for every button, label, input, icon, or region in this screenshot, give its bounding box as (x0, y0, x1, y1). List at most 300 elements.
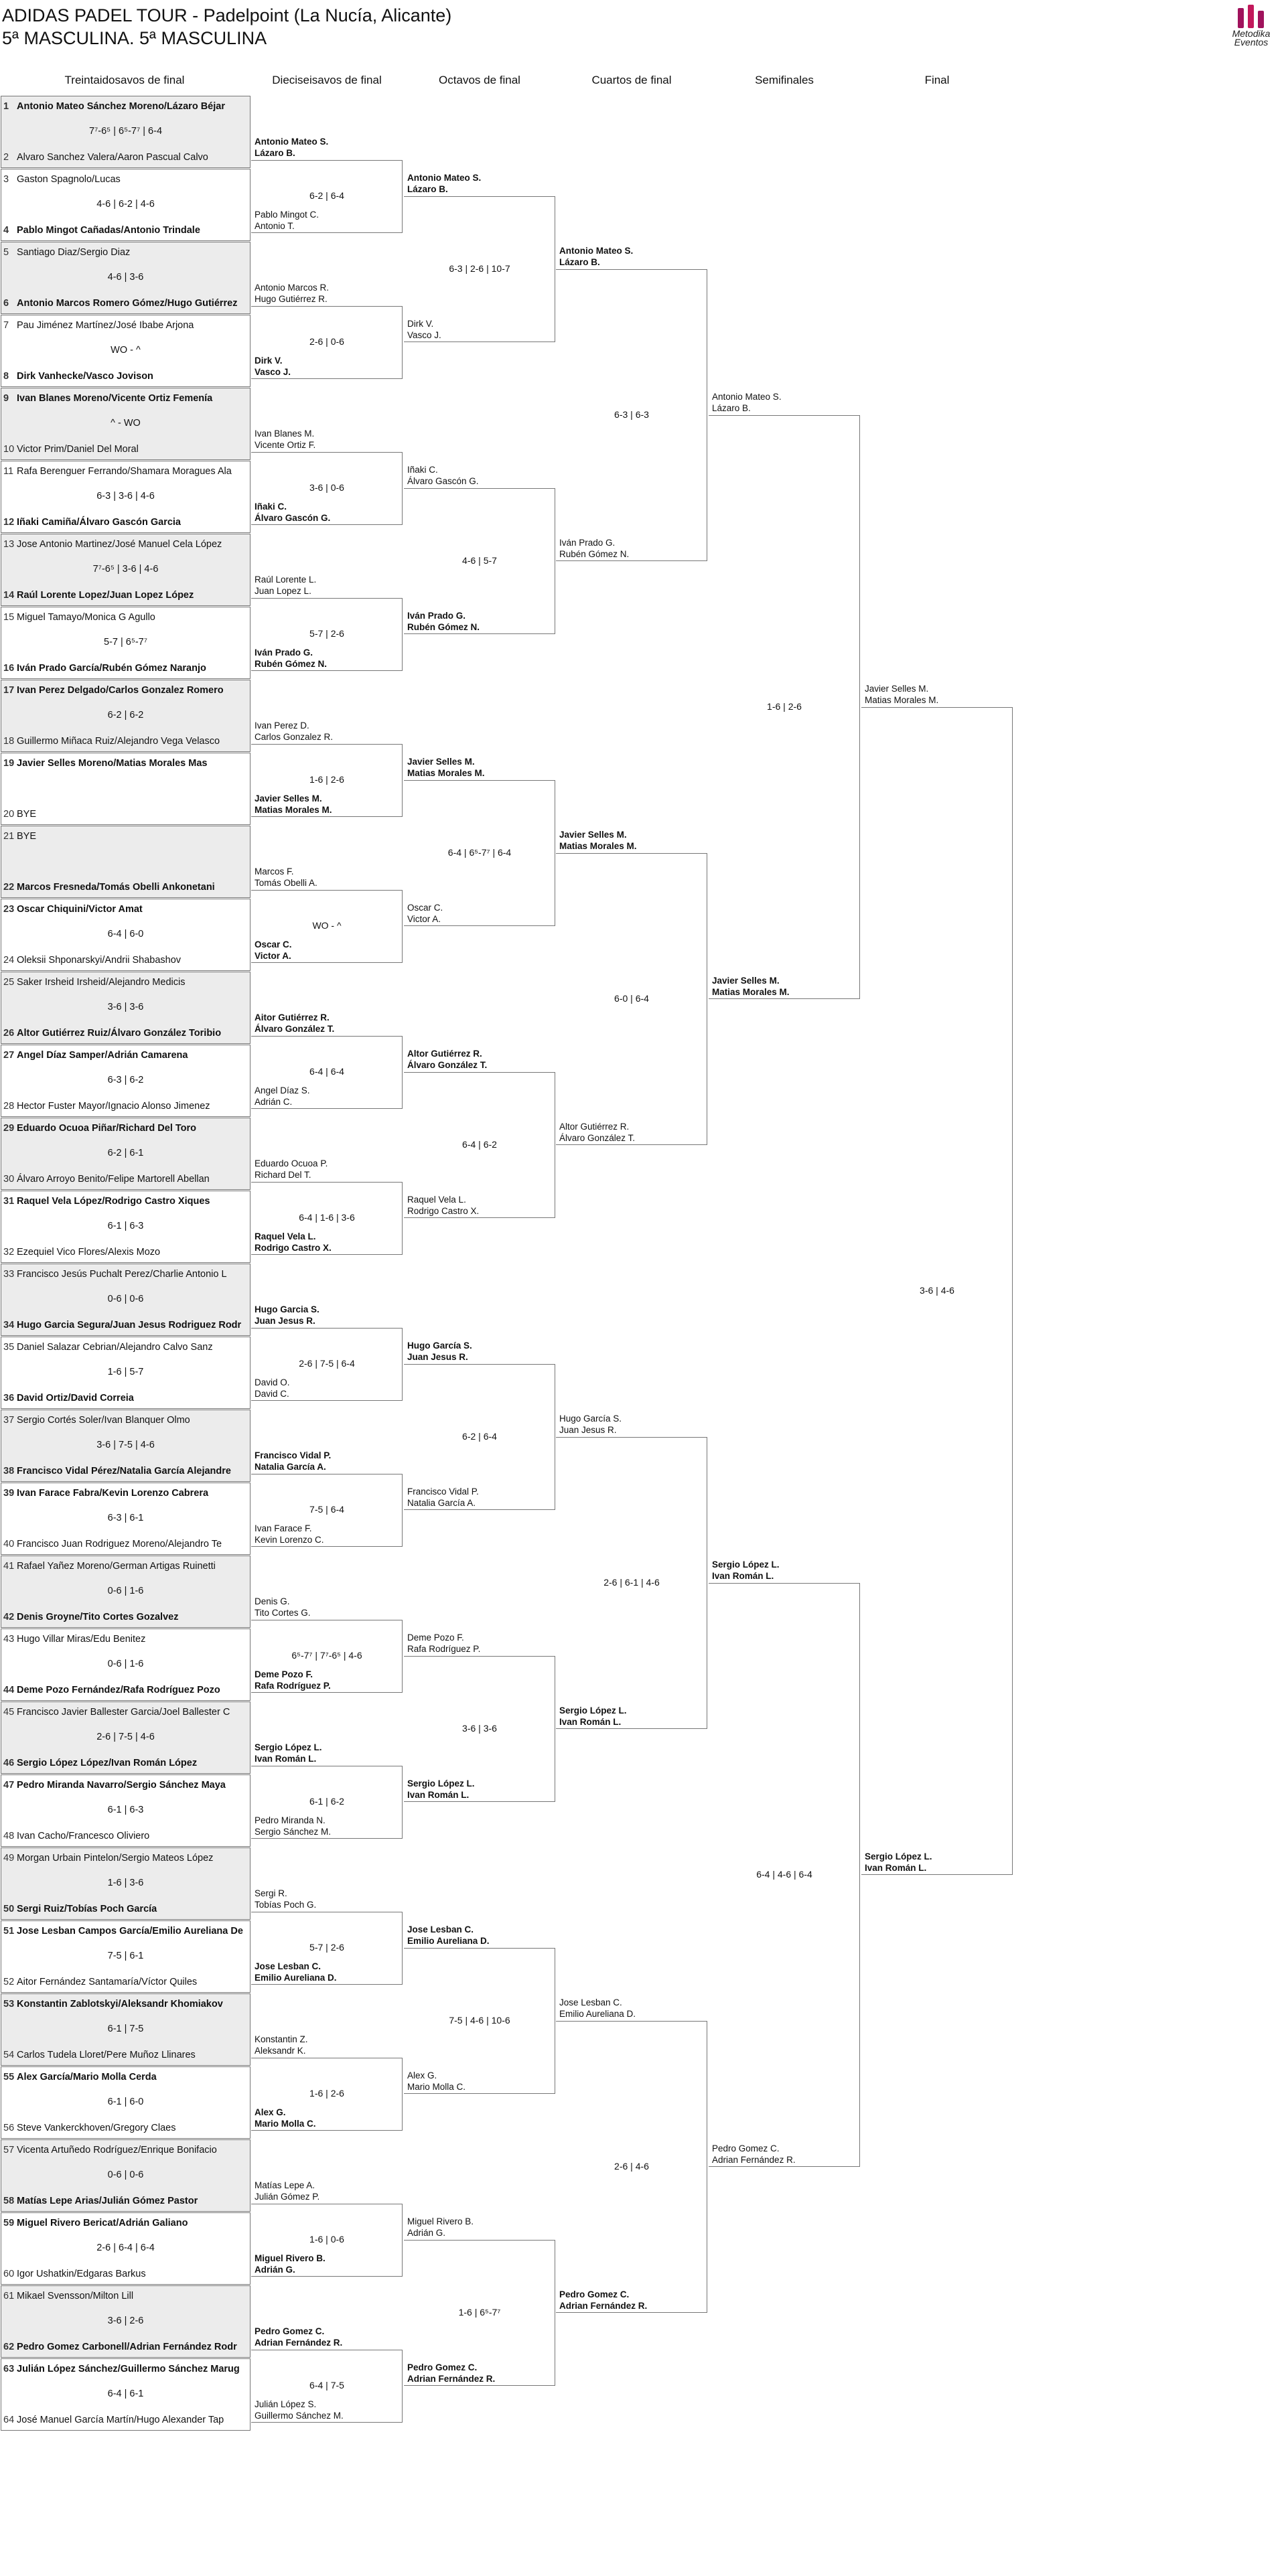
team-row (3, 1560, 248, 1573)
match-score: 6-1 | 6-3 (107, 1221, 144, 1231)
team-name: Álvaro Arroyo Benito/Felipe Martorell Abellan (17, 1174, 210, 1185)
match-r32 (1, 461, 251, 533)
match-score: 0-6 | 0-6 (107, 1294, 144, 1304)
player-name: Hugo Garcia S. (255, 1304, 319, 1314)
team-row (3, 1414, 248, 1427)
player-name: Javier Selles M. (712, 976, 780, 986)
player-name: Rafa Rodríguez P. (255, 1680, 331, 1691)
seed-number: 60 (3, 2269, 15, 2279)
seed-number: 19 (3, 758, 15, 769)
match-score: 6-4 | 6-1 (107, 2389, 144, 2399)
team-row (3, 830, 248, 843)
team-row (3, 1633, 248, 1646)
team-row (3, 151, 248, 164)
team-row (3, 903, 248, 916)
match-r32 (1, 2066, 251, 2139)
player-name: Konstantin Z. (255, 2034, 308, 2044)
player-name: Julián Gómez P. (255, 2191, 320, 2202)
team-name: Konstantin Zablotskyi/Aleksandr Khomiakov (17, 1999, 223, 2010)
team-name: Raquel Vela López/Rodrigo Castro Xiques (17, 1196, 210, 1207)
seed-number: 16 (3, 663, 15, 674)
player-name: Hugo García S. (559, 1414, 622, 1424)
player-name: Oscar C. (407, 903, 443, 913)
category-title: 5ª MASCULINA. 5ª MASCULINA (2, 28, 267, 48)
player-name: Jose Lesban C. (255, 1961, 322, 1971)
match-score: 1-6 | 5-7 (107, 1367, 144, 1377)
match-score: 4-6 | 6-2 | 4-6 (96, 199, 155, 210)
seed-number: 38 (3, 1466, 15, 1476)
player-name: Pedro Miranda N. (255, 1815, 326, 1825)
match-score: 5-7 | 2-6 (309, 628, 344, 639)
team-name: Mikael Svensson/Milton Lill (17, 2291, 134, 2301)
team-name: Morgan Urbain Pintelon/Sergio Mateos López (17, 1853, 214, 1864)
seed-number: 56 (3, 2123, 15, 2133)
match-score: 1-6 | 0-6 (309, 2234, 344, 2245)
player-name: Victor A. (255, 950, 291, 961)
seed-number: 3 (3, 174, 9, 185)
match-score: 6-4 | 6-0 (107, 929, 144, 939)
match-score: 6-4 | 4-6 | 6-4 (756, 1869, 812, 1880)
player-name: Pedro Gomez C. (255, 2326, 325, 2336)
match-score: 2-6 | 7-5 | 4-6 (96, 1732, 155, 1742)
team-name: Pablo Mingot Cañadas/Antonio Trindale (17, 225, 200, 236)
match-score: 3-6 | 3-6 (107, 1002, 144, 1012)
team-row (3, 1778, 248, 1792)
team-row (3, 173, 248, 186)
team-name: Francisco Jesús Puchalt Perez/Charlie Antonio L (17, 1269, 227, 1280)
match-score: 6-1 | 6-3 (107, 1805, 144, 1815)
seed-number: 14 (3, 590, 15, 601)
match-r32 (1, 826, 251, 898)
match-score: WO - ^ (312, 920, 342, 931)
player-name: Lázaro B. (255, 147, 295, 158)
seed-number: 31 (3, 1196, 15, 1207)
team-row (3, 2413, 248, 2427)
seed-number: 51 (3, 1926, 15, 1937)
team-name: Pedro Gomez Carbonell/Adrian Fernández Rodr (17, 2342, 237, 2352)
seed-number: 59 (3, 2218, 15, 2228)
seed-number: 34 (3, 1320, 15, 1331)
player-name: Emilio Aureliana D. (407, 1936, 490, 1946)
team-row (3, 662, 248, 675)
player-name: Adrián G. (255, 2264, 295, 2275)
team-row (3, 224, 248, 237)
match-score: 3-6 | 0-6 (309, 482, 344, 493)
match-r32 (1, 1556, 251, 1628)
team-row (3, 1756, 248, 1770)
match-r32 (1, 2212, 251, 2285)
match-score: 7⁷-6⁵ | 6⁵-7⁷ | 6-4 (88, 126, 163, 137)
player-name: Javier Selles M. (865, 684, 929, 694)
team-row (3, 1391, 248, 1405)
match-r32 (1, 899, 251, 971)
tournament-title: ADIDAS PADEL TOUR - Padelpoint (La Nucía, Alicante) (2, 5, 452, 25)
player-name: Guillermo Sánchez M. (255, 2410, 344, 2421)
team-name: Rafa Berenguer Ferrando/Shamara Moragues Ala (17, 466, 232, 477)
player-name: Pablo Mingot C. (255, 209, 319, 220)
team-row (3, 2143, 248, 2157)
match-r32 (1, 2358, 251, 2431)
player-name: Adrian Fernández R. (712, 2155, 796, 2165)
match-r32 (1, 1045, 251, 1117)
team-row (3, 2340, 248, 2354)
seed-number: 7 (3, 320, 9, 331)
team-name: Marcos Fresneda/Tomás Obelli Ankonetani (17, 882, 215, 893)
player-name: Rubén Gómez N. (559, 549, 630, 559)
player-name: Richard Del T. (255, 1169, 311, 1180)
player-name: Javier Selles M. (559, 830, 627, 840)
match-score: 6-3 | 6-1 (107, 1513, 144, 1523)
seed-number: 32 (3, 1247, 15, 1258)
player-name: Julián López S. (255, 2399, 317, 2409)
player-name: Antonio Mateo S. (255, 136, 329, 147)
round-header-5: Final (924, 74, 950, 86)
logo-text-2: Eventos (1234, 37, 1269, 48)
team-row (3, 1829, 248, 1843)
seed-number: 35 (3, 1342, 15, 1353)
seed-number: 29 (3, 1123, 15, 1134)
team-row (3, 757, 248, 770)
player-name: Javier Selles M. (407, 757, 475, 767)
team-row (3, 1902, 248, 1916)
team-name: Ivan Cacho/Francesco Oliviero (17, 1831, 150, 1841)
match-r32 (1, 1483, 251, 1555)
team-row (3, 319, 248, 332)
player-name: Rodrigo Castro X. (407, 1206, 480, 1216)
team-row (3, 1027, 248, 1040)
seed-number: 27 (3, 1050, 15, 1061)
match-r32 (1, 169, 251, 241)
match-score: 6⁵-7⁷ | 7⁷-6⁵ | 4-6 (291, 1650, 362, 1661)
seed-number: 36 (3, 1393, 15, 1404)
team-name: David Ortiz/David Correia (17, 1393, 134, 1404)
player-name: Matias Morales M. (255, 804, 332, 815)
team-name: Guillermo Miñaca Ruiz/Alejandro Vega Velasco (17, 736, 220, 747)
player-name: Emilio Aureliana D. (559, 2009, 636, 2019)
match-score: WO - ^ (111, 345, 141, 356)
team-name: Francisco Vidal Pérez/Natalia García Alejandre (17, 1466, 231, 1476)
seed-number: 24 (3, 955, 15, 966)
player-name: Alex G. (407, 2070, 437, 2080)
team-row (3, 1537, 248, 1551)
match-score: 2-6 | 4-6 (614, 2161, 649, 2172)
team-name: Sergio Cortés Soler/Ivan Blanquer Olmo (17, 1415, 190, 1426)
seed-number: 49 (3, 1853, 15, 1864)
player-name: Matias Morales M. (559, 841, 637, 851)
player-name: Tobías Poch G. (255, 1899, 317, 1910)
team-row (3, 1049, 248, 1062)
player-name: Angel Díaz S. (255, 1085, 310, 1095)
team-row (3, 1487, 248, 1500)
player-name: Rafa Rodríguez P. (407, 1644, 481, 1654)
match-r32 (1, 1993, 251, 2066)
match-r32 (1, 2285, 251, 2358)
team-name: Miguel Tamayo/Monica G Agullo (17, 612, 155, 623)
seed-number: 52 (3, 1977, 15, 1987)
match-score: 6-4 | 6-2 (462, 1139, 497, 1150)
seed-number: 12 (3, 517, 15, 528)
player-name: Altor Gutiérrez R. (559, 1122, 630, 1132)
team-name: Antonio Mateo Sánchez Moreno/Lázaro Béjar (17, 101, 225, 112)
player-name: Ivan Perez D. (255, 720, 309, 731)
round-header-0: Treintaidosavos de final (64, 74, 185, 86)
match-score: 6-2 | 6-1 (107, 1148, 144, 1158)
match-score: 3-6 | 4-6 (920, 1285, 954, 1296)
team-name: Eduardo Ocuoa Piñar/Richard Del Toro (17, 1123, 197, 1134)
player-name: Miguel Rivero B. (407, 2216, 474, 2226)
round-header-2: Octavos de final (439, 74, 520, 86)
team-name: Victor Prim/Daniel Del Moral (17, 444, 139, 455)
match-score: 7-5 | 4-6 | 10-6 (449, 2015, 510, 2026)
match-score: 6-0 | 6-4 (614, 993, 649, 1004)
team-name: Santiago Diaz/Sergio Diaz (17, 247, 131, 258)
seed-number: 23 (3, 904, 15, 915)
player-name: Adrian Fernández R. (407, 2374, 496, 2384)
player-name: Aleksandr K. (255, 2045, 306, 2056)
seed-number: 42 (3, 1612, 15, 1622)
match-r32 (1, 242, 251, 314)
match-r32 (1, 388, 251, 460)
match-score: 5-7 | 6⁵-7⁷ (104, 637, 147, 648)
match-score: 3-6 | 7-5 | 4-6 (96, 1440, 155, 1450)
player-name: Aitor Gutiérrez R. (255, 1012, 330, 1022)
match-score: 3-6 | 3-6 (462, 1723, 497, 1734)
player-name: Vasco J. (407, 330, 441, 340)
team-name: Deme Pozo Fernández/Rafa Rodríguez Pozo (17, 1685, 220, 1695)
player-name: Antonio Mateo S. (559, 246, 634, 256)
match-score: 4-6 | 5-7 (462, 555, 497, 566)
team-row (3, 1610, 248, 1624)
player-name: Adrián G. (407, 2228, 446, 2238)
match-r32 (1, 1774, 251, 1847)
seed-number: 15 (3, 612, 15, 623)
player-name: Pedro Gomez C. (559, 2289, 630, 2299)
team-row (3, 1706, 248, 1719)
team-name: Angel Díaz Samper/Adrián Camarena (17, 1050, 188, 1061)
player-name: Antonio Marcos R. (255, 282, 330, 293)
match-score: 6-4 | 6⁵-7⁷ | 6-4 (447, 847, 512, 858)
match-score: ^ - WO (111, 418, 141, 429)
seed-number: 17 (3, 685, 15, 696)
team-name: Hector Fuster Mayor/Ignacio Alonso Jimenez (17, 1101, 210, 1112)
seed-number: 40 (3, 1539, 15, 1549)
seed-number: 25 (3, 977, 15, 988)
player-name: Marcos F. (255, 866, 294, 877)
team-row (3, 1997, 248, 2011)
player-name: Álvaro González T. (407, 1060, 488, 1070)
player-name: Oscar C. (255, 939, 292, 950)
team-name: Julián López Sánchez/Guillermo Sánchez Marug (17, 2364, 240, 2374)
team-name: Altor Gutiérrez Ruiz/Álvaro González Toribio (17, 1028, 222, 1039)
team-row (3, 589, 248, 602)
player-name: Álvaro González T. (255, 1023, 335, 1034)
player-name: Francisco Vidal P. (255, 1450, 332, 1460)
match-r32 (1, 1628, 251, 1701)
team-name: Jose Antonio Martinez/José Manuel Cela López (17, 539, 222, 550)
team-name: Francisco Juan Rodriguez Moreno/Alejandro Te (17, 1539, 222, 1549)
team-name: Raúl Lorente Lopez/Juan Lopez López (17, 590, 194, 601)
match-score: 6-2 | 6-4 (462, 1431, 497, 1442)
player-name: Ivan Román L. (407, 1790, 470, 1800)
team-name: Pau Jiménez Martínez/José Ibabe Arjona (17, 320, 194, 331)
player-name: Ivan Román L. (865, 1863, 927, 1873)
seed-number: 48 (3, 1831, 15, 1841)
team-row (3, 443, 248, 456)
match-score: 6-4 | 6-4 (309, 1066, 344, 1077)
team-name: Ivan Perez Delgado/Carlos Gonzalez Romero (17, 685, 224, 696)
player-name: Adrian Fernández R. (255, 2337, 343, 2348)
match-r32 (1, 1847, 251, 1920)
player-name: Matías Lepe A. (255, 2180, 315, 2190)
team-row (3, 1100, 248, 1113)
seed-number: 64 (3, 2415, 15, 2425)
match-score: 1-6 | 6⁵-7⁷ (458, 2307, 501, 2318)
team-name: Denis Groyne/Tito Cortes Gozalvez (17, 1612, 179, 1622)
player-name: David C. (255, 1388, 289, 1399)
team-row (3, 1341, 248, 1354)
seed-number: 11 (3, 466, 14, 477)
team-row (3, 2070, 248, 2084)
seed-number: 53 (3, 1999, 15, 2010)
metodika-eventos-logo (1219, 3, 1283, 54)
team-name: Aitor Fernández Santamaría/Víctor Quiles (17, 1977, 198, 1987)
seed-number: 50 (3, 1904, 15, 1914)
seed-number: 10 (3, 444, 15, 455)
player-name: Adrián C. (255, 1096, 293, 1107)
team-row (3, 2194, 248, 2208)
player-name: Juan Jesus R. (255, 1315, 315, 1326)
team-name: Daniel Salazar Cebrian/Alejandro Calvo Sanz (17, 1342, 213, 1353)
match-r32 (1, 96, 251, 168)
team-row (3, 1975, 248, 1989)
player-name: Lázaro B. (407, 184, 448, 194)
player-name: Matias Morales M. (407, 768, 485, 778)
team-row (3, 1172, 248, 1186)
match-r32 (1, 1410, 251, 1482)
player-name: Iván Prado G. (255, 647, 313, 658)
team-name: Ivan Farace Fabra/Kevin Lorenzo Cabrera (17, 1488, 209, 1499)
match-score: 5-7 | 2-6 (309, 1942, 344, 1953)
player-name: Lázaro B. (712, 403, 751, 413)
player-name: Deme Pozo F. (407, 1633, 464, 1643)
team-name: Carlos Tudela Lloret/Pere Muñoz Llinares (17, 2050, 196, 2060)
match-score: 3-6 | 2-6 (107, 2316, 144, 2326)
team-row (3, 1195, 248, 1208)
logo-text-1: Metodika (1232, 28, 1271, 39)
seed-number: 43 (3, 1634, 15, 1645)
player-name: Hugo Gutiérrez R. (255, 293, 328, 304)
team-row (3, 370, 248, 383)
team-name: Antonio Marcos Romero Gómez/Hugo Gutiérrez (17, 298, 238, 309)
seed-number: 46 (3, 1758, 15, 1768)
player-name: Tomás Obelli A. (255, 877, 317, 888)
player-name: Hugo García S. (407, 1341, 472, 1351)
team-row (3, 100, 248, 113)
player-name: Iñaki C. (407, 465, 438, 475)
match-score: 0-6 | 0-6 (107, 2170, 144, 2180)
player-name: Antonio Mateo S. (712, 392, 782, 402)
team-name: Sergi Ruiz/Tobías Poch García (17, 1904, 157, 1914)
match-score: 2-6 | 6-1 | 4-6 (603, 1577, 660, 1588)
player-name: Pedro Gomez C. (712, 2143, 780, 2153)
team-row (3, 684, 248, 697)
match-r32 (1, 972, 251, 1044)
player-name: Lázaro B. (559, 257, 600, 267)
team-name: Alex García/Mario Molla Cerda (17, 2072, 157, 2082)
team-row (3, 1268, 248, 1281)
team-row (3, 1318, 248, 1332)
match-score: 2-6 | 6-4 | 6-4 (96, 2243, 155, 2253)
player-name: Sergio López L. (559, 1706, 627, 1716)
seed-number: 26 (3, 1028, 15, 1039)
seed-number: 9 (3, 393, 9, 404)
match-r32 (1, 534, 251, 606)
team-row (3, 538, 248, 551)
match-score: 1-6 | 2-6 (767, 701, 802, 712)
team-row (3, 2048, 248, 2062)
seed-number: 20 (3, 809, 15, 820)
team-name: Matías Lepe Arias/Julián Gómez Pastor (17, 2196, 198, 2206)
seed-number: 37 (3, 1415, 15, 1426)
match-score: 6-2 | 6-2 (107, 710, 144, 721)
match-score: 6-1 | 7-5 (107, 2024, 144, 2034)
team-name: BYE (17, 809, 37, 820)
team-name: Dirk Vanhecke/Vasco Jovison (17, 371, 153, 382)
seed-number: 1 (3, 101, 9, 112)
seed-number: 57 (3, 2145, 15, 2155)
match-r32 (1, 1701, 251, 1774)
player-name: Sergio López L. (255, 1742, 322, 1752)
team-row (3, 2289, 248, 2303)
team-name: Francisco Javier Ballester Garcia/Joel Ballester C (17, 1707, 230, 1718)
team-name: Vicenta Artuñedo Rodríguez/Enrique Bonifacio (17, 2145, 217, 2155)
player-name: Raúl Lorente L. (255, 574, 317, 585)
team-name: Gaston Spagnolo/Lucas (17, 174, 121, 185)
seed-number: 39 (3, 1488, 15, 1499)
player-name: Francisco Vidal P. (407, 1487, 479, 1497)
team-name: Saker Irsheid Irsheid/Alejandro Medicis (17, 977, 186, 988)
match-score: 0-6 | 1-6 (107, 1586, 144, 1596)
match-score: 7-5 | 6-4 (309, 1504, 344, 1515)
match-r32 (1, 1920, 251, 1993)
team-name: Sergio López López/Ivan Román López (17, 1758, 198, 1768)
player-name: Ivan Farace F. (255, 1523, 312, 1533)
player-name: Victor A. (407, 914, 441, 924)
team-row (3, 2216, 248, 2230)
player-name: Sergio Sánchez M. (255, 1826, 332, 1837)
player-name: Jose Lesban C. (559, 1997, 622, 2007)
match-r32 (1, 1264, 251, 1336)
seed-number: 33 (3, 1269, 15, 1280)
team-row (3, 1245, 248, 1259)
player-name: Ivan Blanes M. (255, 428, 315, 439)
match-score: 7-5 | 6-1 (107, 1951, 144, 1961)
match-r32 (1, 607, 251, 679)
match-score: 1-6 | 3-6 (107, 1878, 144, 1888)
team-row (3, 1683, 248, 1697)
match-score: 2-6 | 7-5 | 6-4 (299, 1358, 355, 1369)
player-name: Javier Selles M. (255, 793, 322, 804)
match-score: 6-3 | 3-6 | 4-6 (96, 491, 155, 502)
team-name: Pedro Miranda Navarro/Sergio Sánchez Maya (17, 1780, 226, 1791)
seed-number: 4 (3, 225, 9, 236)
player-name: Mario Molla C. (407, 2082, 466, 2092)
player-name: Álvaro Gascón G. (255, 512, 331, 523)
round-header-1: Dieciseisavos de final (272, 74, 382, 86)
seed-number: 2 (3, 152, 9, 163)
team-row (3, 516, 248, 529)
match-score: 1-6 | 2-6 (309, 2088, 344, 2099)
